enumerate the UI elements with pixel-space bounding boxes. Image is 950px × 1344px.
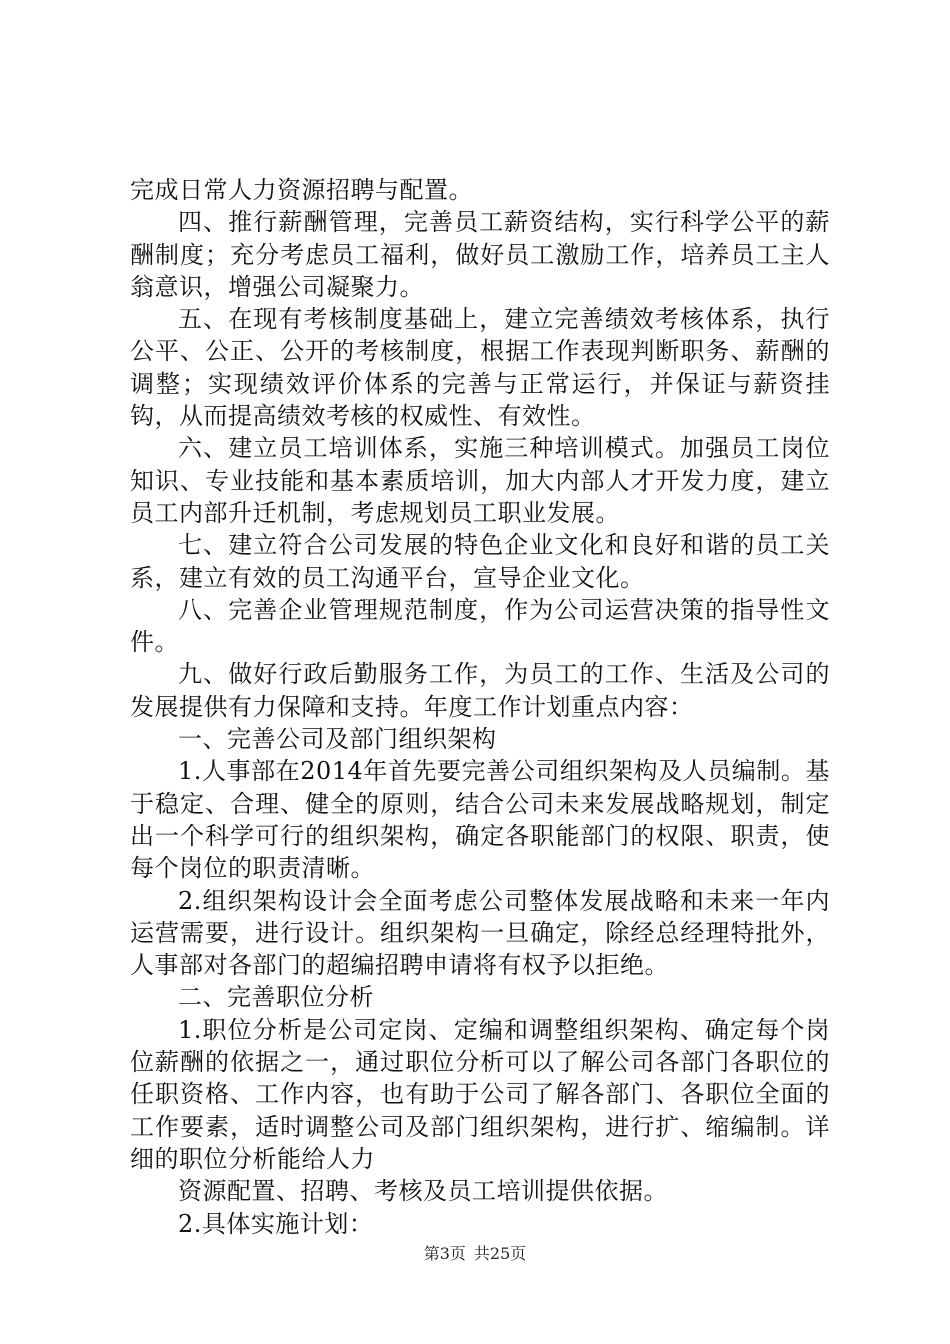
page-number: 第3页 bbox=[423, 1244, 466, 1263]
document-body bbox=[130, 174, 830, 1240]
page-footer bbox=[0, 1244, 950, 1264]
paragraph: 2.具体实施计划： bbox=[178, 1209, 374, 1238]
paragraph: 2.组织架构设计会全面考虑公司整体发展战略和未来一年内运营需要，进行设计。组织架构一旦确定，除经总经理特批外，人事部对各部门的超编招聘申请将有权予以拒绝。 bbox=[130, 886, 830, 980]
paragraph: 完成日常人力资源招聘与配置。 bbox=[130, 176, 473, 204]
paragraph: 资源配置、招聘、考核及员工培训提供依据。 bbox=[178, 1177, 668, 1206]
paragraph: 1.职位分析是公司定岗、定编和调整组织架构、确定每个岗位薪酬的依据之一，通过职位分析可以了解公司各部门各职位的任职资格、工作内容，也有助于公司了解各部门、各职位全面的工作要素，适时调整公司及部门组织架构，进行扩、缩编制。详细的职位分析能给人力 bbox=[130, 1015, 830, 1173]
page-total: 共25页 bbox=[473, 1244, 527, 1263]
section-heading: 一、完善公司及部门组织架构 bbox=[178, 725, 497, 754]
paragraph: 九、做好行政后勤服务工作，为员工的工作、生活及公司的发展提供有力保障和支持。年度工作计划重点内容： bbox=[130, 660, 830, 721]
paragraph: 四、推行薪酬管理，完善员工薪资结构，实行科学公平的薪酬制度；充分考虑员工福利，做好员工激励工作，培养员工主人翁意识，增强公司凝聚力。 bbox=[130, 208, 830, 301]
paragraph: 六、建立员工培训体系，实施三种培训模式。加强员工岗位知识、专业技能和基本素质培训，加大内部人才开发力度，建立员工内部升迁机制，考虑规划员工职业发展。 bbox=[130, 434, 830, 527]
paragraph: 1.人事部在2014年首先要完善公司组织架构及人员编制。基于稳定、合理、健全的原则，结合公司未来发展战略规划，制定出一个科学可行的组织架构，确定各职能部门的权限、职责，使每个岗位的职责清晰。 bbox=[130, 757, 830, 883]
paragraph: 八、完善企业管理规范制度，作为公司运营决策的指导性文件。 bbox=[130, 595, 830, 657]
paragraph: 五、在现有考核制度基础上，建立完善绩效考核体系，执行公平、公正、公开的考核制度，根据工作表现判断职务、薪酬的调整；实现绩效评价体系的完善与正常运行，并保证与薪资挂钩，从而提高绩效考核的权威性、有效性。 bbox=[130, 305, 830, 431]
paragraph: 七、建立符合公司发展的特色企业文化和良好和谐的员工关系，建立有效的员工沟通平台，宣导企业文化。 bbox=[130, 531, 830, 592]
section-heading: 二、完善职位分析 bbox=[178, 983, 374, 1012]
